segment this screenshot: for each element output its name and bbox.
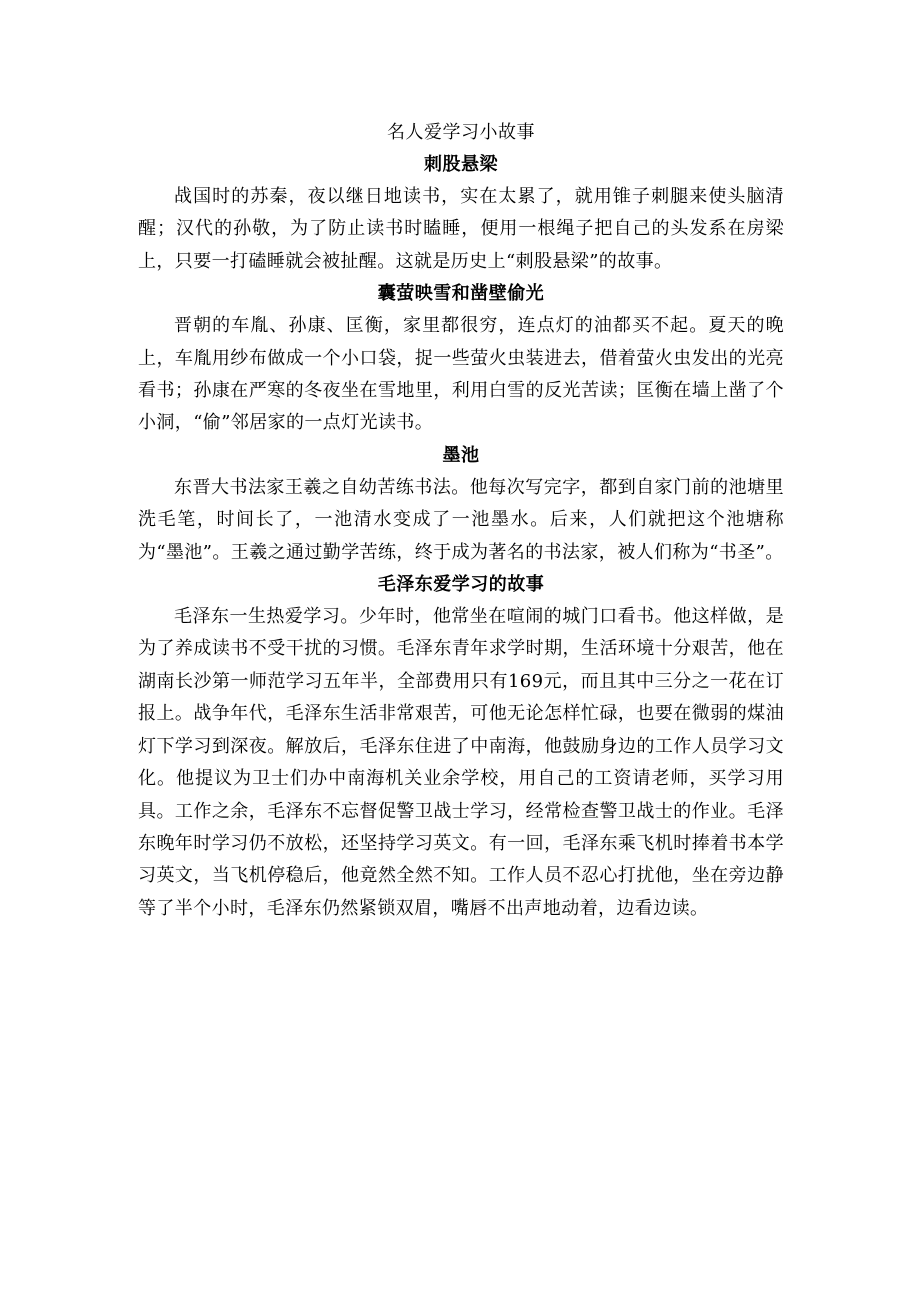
section-heading: 刺股悬梁 bbox=[424, 154, 498, 175]
document-body bbox=[138, 117, 784, 925]
section-paragraph: 东晋大书法家王羲之自幼苦练书法。他每次写完字，都到自家门前的池塘里洗毛笔，时间长了，一池清水变成了一池墨水。后来，人们就把这个池塘称为“墨池”。王羲之通过勤学苦练，终于成为著名的书法家，被人们称为“书圣”。 bbox=[138, 476, 784, 563]
story-section-mochi bbox=[138, 440, 784, 569]
section-paragraph: 毛泽东一生热爱学习。少年时，他常坐在喧闹的城门口看书。他这样做，是为了养成读书不受干扰的习惯。毛泽东青年求学时期，生活环境十分艰苦，他在湖南长沙第一师范学习五年半，全部费用只有169元，而且其中三分之一花在订报上。战争年代，毛泽东生活非常艰苦，可他无论怎样忙碌，也要在微弱的煤油灯下学习到深夜。解放后，毛泽东住进了中南海，他鼓励身边的工作人员学习文化。他提议为卫士们办中南海机关业余学校，用自己的工资请老师，买学习用具。工作之余，毛泽东不忘督促警卫战士学习，经常检查警卫战士的作业。毛泽东晚年时学习仍不放松，还坚持学习英文。有一回，毛泽东乘飞机时捧着书本学习英文，当飞机停稳后，他竟然全然不知。工作人员不忍心打扰他，坐在旁边静等了半个小时，毛泽东仍然紧锁双眉，嘴唇不出声地动着，边看边读。 bbox=[138, 606, 784, 919]
section-paragraph: 晋朝的车胤、孙康、匡衡，家里都很穷，连点灯的油都买不起。夏天的晚上，车胤用纱布做成一个小口袋，捉一些萤火虫装进去，借着萤火虫发出的光亮看书；孙康在严寒的冬夜坐在雪地里，利用白雪的反光苦读；匡衡在墙上凿了个小洞，“偷”邻居家的一点灯光读书。 bbox=[138, 315, 784, 434]
story-section-nangying-yingxue bbox=[138, 278, 784, 440]
story-section-mao-zedong bbox=[138, 569, 784, 925]
story-section-cigu-xuanliang bbox=[138, 149, 784, 278]
section-paragraph: 战国时的苏秦，夜以继日地读书，实在太累了，就用锥子刺腿来使头脑清醒；汉代的孙敬，为了防止读书时瞌睡，便用一根绳子把自己的头发系在房梁上，只要一打磕睡就会被扯醒。这就是历史上“刺股悬梁”的故事。 bbox=[138, 186, 784, 272]
section-heading: 墨池 bbox=[442, 444, 480, 466]
section-heading: 囊萤映雪和凿壁偷光 bbox=[377, 283, 545, 305]
section-heading: 毛泽东爱学习的故事 bbox=[377, 574, 545, 596]
document-title: 名人爱学习小故事 bbox=[387, 122, 535, 143]
